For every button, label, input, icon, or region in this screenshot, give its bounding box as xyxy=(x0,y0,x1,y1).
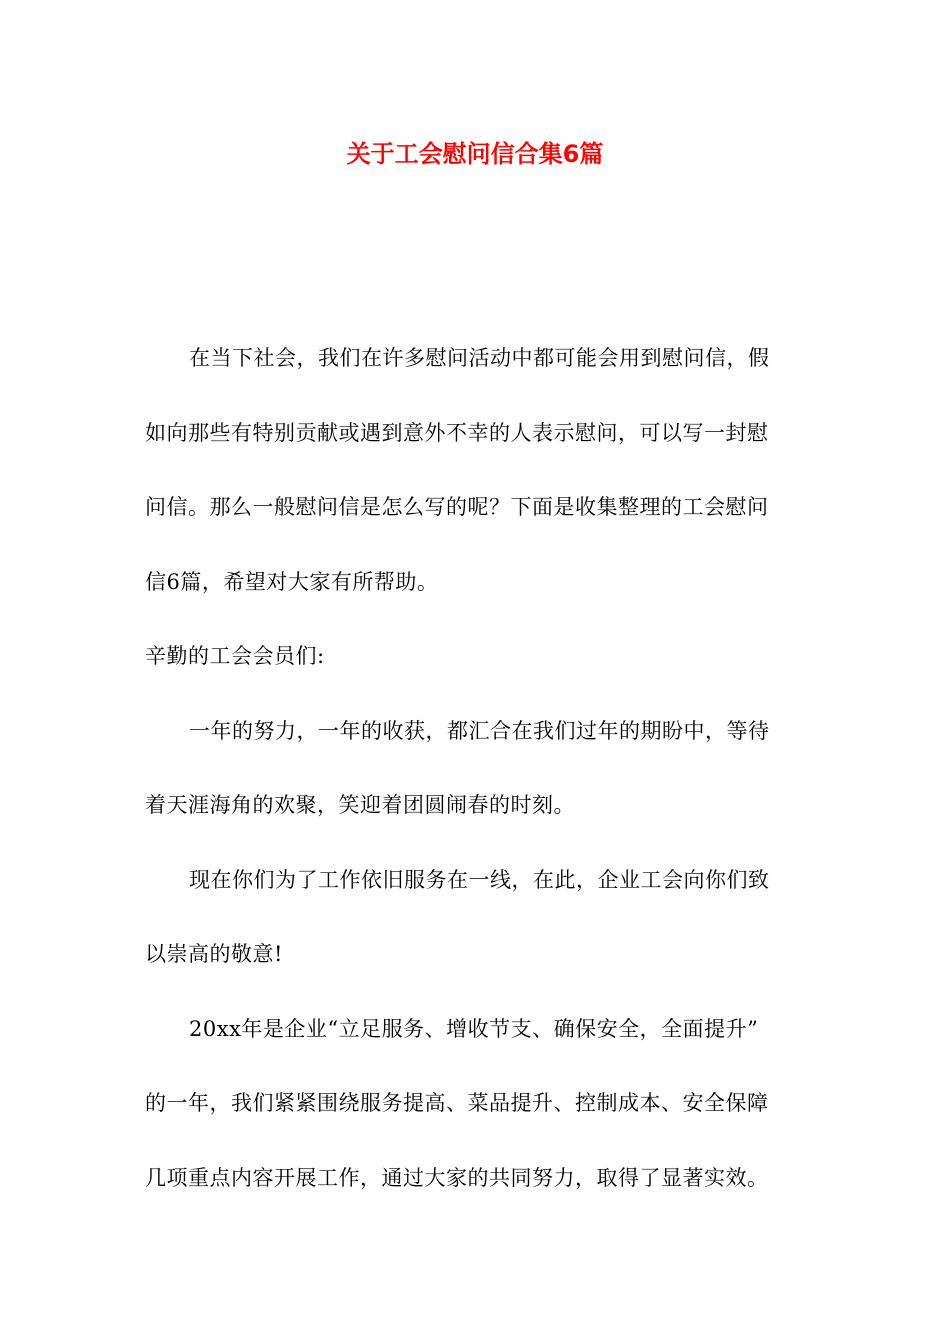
paragraph-line: 问信。那么一般慰问信是怎么写的呢？下面是收集整理的工会慰问 xyxy=(145,495,769,519)
paragraph-line: 的一年，我们紧紧围绕服务提高、菜品提升、控制成本、安全保障 xyxy=(145,1091,769,1115)
paragraph-line: 在当下社会，我们在许多慰问活动中都可能会用到慰问信，假 xyxy=(189,346,770,370)
paragraph-line: 信6篇，希望对大家有所帮助。 xyxy=(145,569,439,594)
paragraph-line: 着天涯海角的欢聚，笑迎着团圆闹春的时刻。 xyxy=(145,793,575,817)
paragraph-line: 几项重点内容开展工作，通过大家的共同努力，取得了显著实效。 xyxy=(145,1165,769,1190)
document-title: 关于工会慰问信合集6篇 xyxy=(346,140,604,168)
document-body xyxy=(145,321,810,1215)
paragraph-line: 以崇高的敬意! xyxy=(145,942,283,966)
paragraph-line: 一年的努力，一年的收获，都汇合在我们过年的期盼中，等待 xyxy=(189,718,770,743)
paragraph-line: 如向那些有特别贡献或遇到意外不幸的人表示慰问，可以写一封慰 xyxy=(145,420,769,445)
salutation-line: 辛勤的工会会员们: xyxy=(145,644,325,668)
paragraph-line: 20xx年是企业“立足服务、增收节支、确保安全，全面提升” xyxy=(189,1016,759,1041)
paragraph-line: 现在你们为了工作依旧服务在一线，在此，企业工会向你们致 xyxy=(189,867,770,892)
